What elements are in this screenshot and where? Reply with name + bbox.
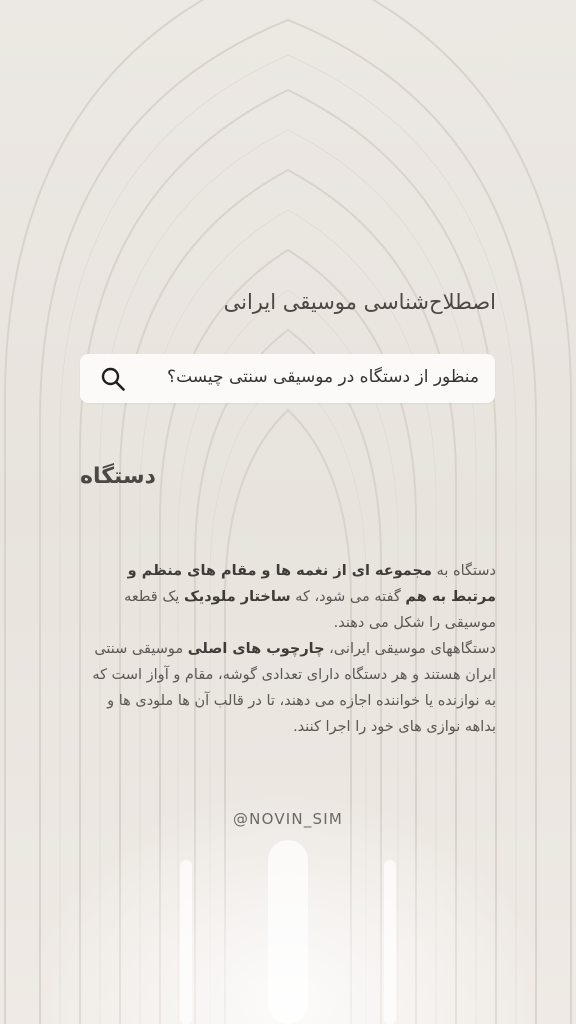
p2-text: دستگاههای موسیقی ایرانی، — [324, 641, 496, 657]
p1-bold-structure: ساختار ملودیک — [183, 589, 291, 605]
definition-heading: دستگاه — [80, 464, 156, 489]
p2-text: موسیقی سنتی ایران هستند و هر دستگاه دارای تعدادی گوشه، مقام و آواز است که به نوازنده یا خواننده اجازه می دهند، تا در قالب آن ها ملودی ها و بداهه نوازی های خود را اجرا کنند. — [92, 641, 496, 735]
p2-bold-framework: چارچوب های اصلی — [187, 641, 325, 657]
author-handle: @NOVIN_SIM — [232, 810, 344, 828]
search-bar[interactable] — [80, 354, 495, 403]
definition-body — [80, 558, 496, 740]
p1-text: دستگاه به — [431, 563, 496, 579]
page-title: اصطلاح‌شناسی موسیقی ایرانی — [223, 290, 496, 314]
search-query[interactable]: منظور از دستگاه در موسیقی سنتی چیست؟ — [167, 367, 479, 387]
p1-text: گفته می شود، که — [290, 589, 406, 605]
p1-bold-collection: مجموعه ای از نغمه ها و مقام های منظم و مرتبط به هم — [127, 563, 496, 605]
p1-text: یک قطعه موسیقی را شکل می دهند. — [124, 589, 496, 631]
search-icon[interactable] — [100, 366, 126, 392]
